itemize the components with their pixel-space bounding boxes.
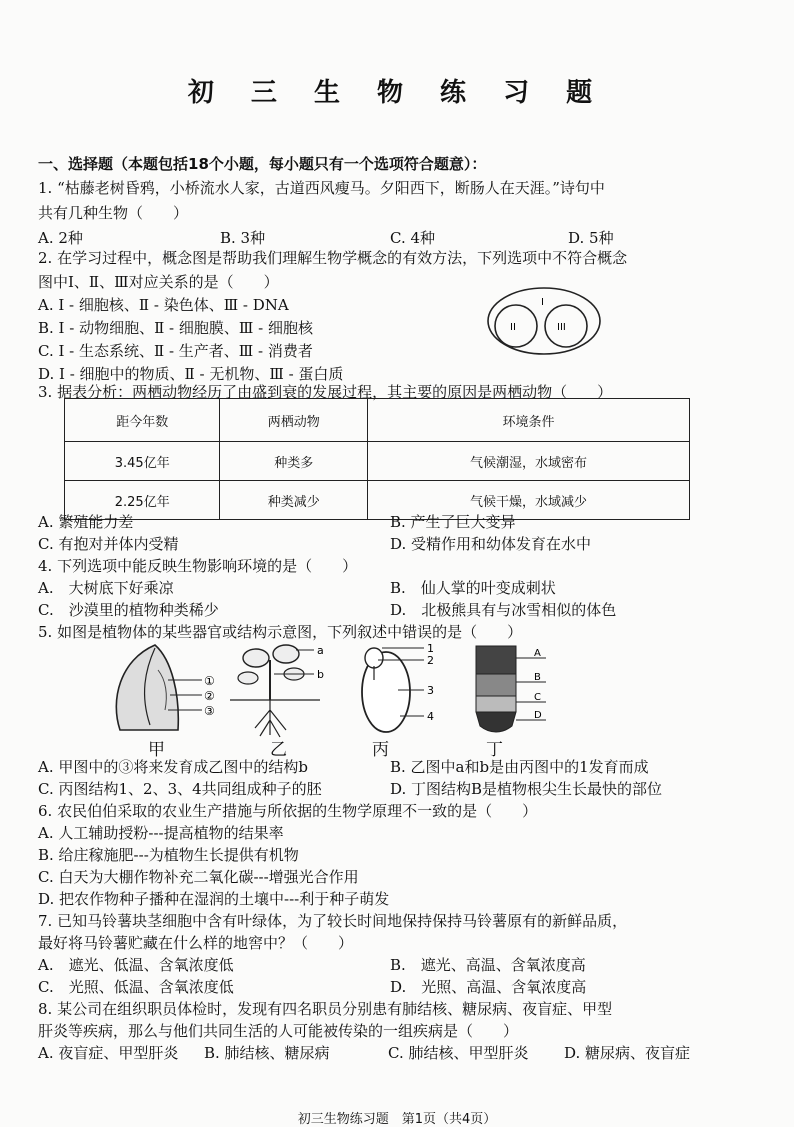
q8-option-d[interactable]: D. 糖尿病、夜盲症 [564, 1044, 691, 1062]
concept-circle-3 [545, 305, 587, 347]
q8-option-a[interactable]: A. 夜盲症、甲型肝炎 [38, 1044, 179, 1062]
q5-option-b[interactable]: B. 乙图中a和b是由丙图中的1发育而成 [390, 758, 649, 776]
question-7-stem-line1: 7. 已知马铃薯块茎细胞中含有叶绿体，为了较长时间地保持保持马铃薯原有的新鲜品质， [38, 912, 628, 930]
q3-option-d[interactable]: D. 受精作用和幼体发育在水中 [390, 535, 592, 553]
page-title: 初 三 生 物 练 习 题 [187, 78, 607, 108]
bing-mark-4: 4 [427, 710, 434, 723]
q5-option-c[interactable]: C. 丙图结构1、2、3、4共同组成种子的胚 [38, 780, 322, 798]
figure-jia-seed [116, 645, 214, 730]
figure-label-jia: 甲 [148, 740, 165, 760]
q1-option-c[interactable]: C. 4种 [390, 229, 436, 247]
question-1-stem-line2: 共有几种生物（ ） [38, 204, 189, 222]
q5-option-a[interactable]: A. 甲图中的③将来发育成乙图中的结构b [38, 758, 308, 776]
q4-option-b[interactable]: B. 仙人掌的叶变成刺状 [390, 579, 556, 597]
q7-option-d[interactable]: D. 光照、高温、含氧浓度高 [390, 978, 587, 996]
figure-ding-root-tip [476, 646, 546, 732]
q7-option-b[interactable]: B. 遮光、高温、含氧浓度高 [390, 956, 586, 974]
concept-label-3: III [557, 322, 566, 333]
jia-mark-2: ② [204, 689, 215, 703]
bing-mark-3: 3 [427, 684, 434, 697]
q1-option-b[interactable]: B. 3种 [220, 229, 266, 247]
table-header-row [65, 399, 690, 442]
question-8-stem-line2: 肝炎等疾病，那么与他们共同生活的人可能被传染的一组疾病是（ ） [38, 1022, 519, 1040]
table-cell: 3.45亿年 [65, 442, 220, 481]
q8-option-c[interactable]: C. 肺结核、甲型肝炎 [388, 1044, 529, 1062]
q8-option-b[interactable]: B. 肺结核、糖尿病 [204, 1044, 330, 1062]
table-cell: 气候潮湿，水域密布 [368, 442, 690, 481]
figure-label-yi: 乙 [270, 740, 287, 760]
figure-label-ding: 丁 [486, 740, 503, 760]
q6-option-a[interactable]: A. 人工辅助授粉---提高植物的结果率 [38, 824, 284, 842]
ding-mark-c: C [534, 692, 541, 703]
table-header-cell: 两栖动物 [220, 399, 368, 442]
jia-mark-1: ① [204, 674, 215, 688]
question-6-stem: 6. 农民伯伯采取的农业生产措施与所依据的生物学原理不一致的是（ ） [38, 802, 538, 820]
question-3-stem: 3. 据表分析：两栖动物经历了由盛到衰的发展过程，其主要的原因是两栖动物（ ） [38, 383, 613, 401]
concept-label-1: I [541, 297, 544, 308]
ding-mark-b: B [534, 672, 541, 683]
q7-option-c[interactable]: C. 光照、低温、含氧浓度低 [38, 978, 234, 996]
q1-option-d[interactable]: D. 5种 [568, 229, 614, 247]
yi-mark-a: a [317, 644, 324, 657]
q2-option-a[interactable]: A. Ⅰ - 细胞核、Ⅱ - 染色体、Ⅲ - DNA [38, 296, 289, 314]
bing-mark-2: 2 [427, 654, 434, 667]
question-8-stem-line1: 8. 某公司在组织职员体检时，发现有四名职员分别患有肺结核、糖尿病、夜盲症、甲型 [38, 1000, 613, 1018]
table-cell: 种类减少 [220, 481, 368, 520]
q3-option-b[interactable]: B. 产生了巨大变异 [390, 513, 516, 531]
figure-label-bing: 丙 [372, 740, 389, 760]
figure-bing-bean [362, 642, 434, 732]
q1-option-a[interactable]: A. 2种 [38, 229, 83, 247]
q4-option-a[interactable]: A. 大树底下好乘凉 [38, 579, 174, 597]
table-row [65, 442, 690, 481]
q6-option-c[interactable]: C. 白天为大棚作物补充二氧化碳---增强光合作用 [38, 868, 359, 886]
amphibian-table [64, 398, 690, 520]
table-cell: 2.25亿年 [65, 481, 220, 520]
table-row [65, 481, 690, 520]
question-1-stem-line1: 1. “枯藤老树昏鸦，小桥流水人家，古道西风瘦马。夕阳西下，断肠人在天涯。”诗句中 [38, 179, 605, 197]
table-header-cell: 环境条件 [368, 399, 690, 442]
table-cell: 种类多 [220, 442, 368, 481]
q3-option-a[interactable]: A. 繁殖能力差 [38, 513, 134, 531]
table-header-cell: 距今年数 [65, 399, 220, 442]
question-2-stem-line2: 图中Ⅰ、Ⅱ、Ⅲ对应关系的是（ ） [38, 273, 279, 291]
concept-label-2: II [510, 322, 516, 333]
q4-option-d[interactable]: D. 北极熊具有与冰雪相似的体色 [390, 601, 617, 619]
section-heading: 一、选择题（本题包括18个小题，每小题只有一个选项符合题意）： [38, 155, 487, 173]
q4-option-c[interactable]: C. 沙漠里的植物种类稀少 [38, 601, 219, 619]
q5-option-d[interactable]: D. 丁图结构B是植物根尖生长最快的部位 [390, 780, 663, 798]
jia-mark-3: ③ [204, 704, 215, 718]
question-5-stem: 5. 如图是植物体的某些器官或结构示意图，下列叙述中错误的是（ ） [38, 623, 523, 641]
q6-option-d[interactable]: D. 把农作物种子播种在湿润的土壤中---利于种子萌发 [38, 890, 390, 908]
q2-option-d[interactable]: D. Ⅰ - 细胞中的物质、Ⅱ - 无机物、Ⅲ - 蛋白质 [38, 365, 344, 383]
q2-option-c[interactable]: C. Ⅰ - 生态系统、Ⅱ - 生产者、Ⅲ - 消费者 [38, 342, 313, 360]
ding-mark-a: A [534, 648, 541, 659]
question-2-stem-line1: 2. 在学习过程中，概念图是帮助我们理解生物学概念的有效方法，下列选项中不符合概念 [38, 249, 628, 267]
yi-mark-b: b [317, 668, 324, 681]
table-cell: 气候干燥，水域减少 [368, 481, 690, 520]
figure-yi-seedling [230, 644, 324, 737]
bing-mark-1: 1 [427, 642, 434, 655]
q3-option-c[interactable]: C. 有抱对并体内受精 [38, 535, 179, 553]
page-footer: 初三生物练习题 第1页（共4页） [297, 1112, 497, 1127]
concept-diagram [486, 286, 602, 356]
q2-option-b[interactable]: B. Ⅰ - 动物细胞、Ⅱ - 细胞膜、Ⅲ - 细胞核 [38, 319, 313, 337]
question-7-stem-line2: 最好将马铃薯贮藏在什么样的地窖中？（ ） [38, 934, 354, 952]
q7-option-a[interactable]: A. 遮光、低温、含氧浓度低 [38, 956, 234, 974]
plant-structure-figure [110, 640, 570, 740]
concept-circle-2 [495, 305, 537, 347]
ding-mark-d: D [534, 710, 542, 721]
q6-option-b[interactable]: B. 给庄稼施肥---为植物生长提供有机物 [38, 846, 299, 864]
question-4-stem: 4. 下列选项中能反映生物影响环境的是（ ） [38, 557, 358, 575]
